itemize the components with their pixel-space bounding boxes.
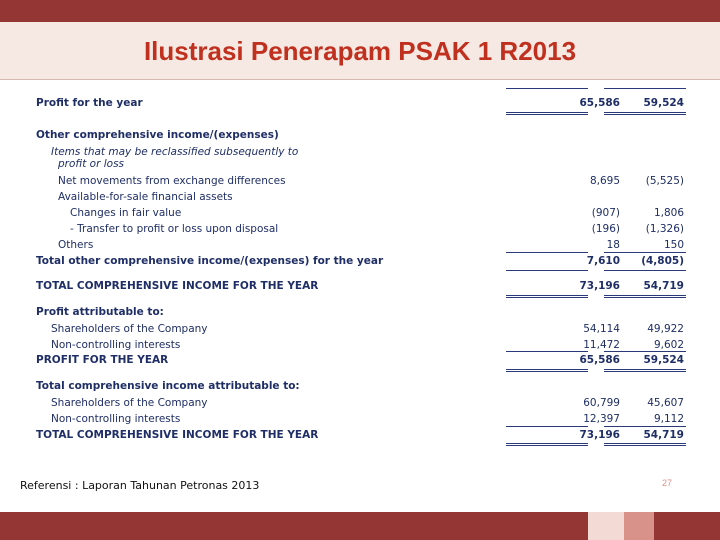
rule bbox=[506, 445, 588, 446]
rule bbox=[506, 112, 588, 113]
rule bbox=[506, 252, 588, 253]
financial-statement bbox=[36, 86, 688, 446]
row-total-comprehensive-income bbox=[36, 279, 688, 293]
row-nci-profit bbox=[36, 338, 688, 352]
row-label: Items that may be reclassified subsequently to bbox=[51, 146, 299, 158]
row-shareholders-tci bbox=[36, 396, 688, 410]
row-transfer-disposal bbox=[36, 222, 688, 236]
value-2013: 18 bbox=[606, 239, 620, 251]
reference-note: Referensi : Laporan Tahunan Petronas 2013 bbox=[20, 479, 260, 492]
rule bbox=[506, 114, 588, 115]
row-label: Total comprehensive income attributable to: bbox=[36, 380, 300, 392]
row-total-oci bbox=[36, 254, 688, 268]
rule bbox=[604, 114, 686, 115]
rule bbox=[506, 270, 588, 271]
value-2012: 59,524 bbox=[643, 354, 684, 366]
value-2013: (196) bbox=[591, 223, 620, 235]
rule bbox=[604, 297, 686, 298]
rule bbox=[604, 369, 686, 370]
rule bbox=[604, 295, 686, 296]
title-divider bbox=[0, 79, 720, 80]
row-label: Non-controlling interests bbox=[51, 413, 181, 425]
row-shareholders-profit bbox=[36, 322, 688, 336]
row-label: Other comprehensive income/(expenses) bbox=[36, 129, 279, 141]
row-label: TOTAL COMPREHENSIVE INCOME FOR THE YEAR bbox=[36, 429, 319, 441]
row-afs-heading bbox=[36, 190, 688, 204]
row-others bbox=[36, 238, 688, 252]
rule bbox=[506, 369, 588, 370]
footer-block-medium bbox=[624, 512, 654, 540]
row-label: PROFIT FOR THE YEAR bbox=[36, 354, 169, 366]
row-label: Available-for-sale financial assets bbox=[58, 191, 233, 203]
value-2012: (4,805) bbox=[641, 255, 684, 267]
rule bbox=[604, 445, 686, 446]
row-label: Shareholders of the Company bbox=[51, 323, 208, 335]
value-2013: 8,695 bbox=[589, 175, 620, 187]
footer-block-dark bbox=[0, 512, 588, 540]
value-2012: 9,602 bbox=[653, 339, 684, 351]
rule bbox=[604, 426, 686, 427]
row-tci-attributable-heading bbox=[36, 379, 688, 393]
row-fair-value bbox=[36, 206, 688, 220]
value-2013: 54,114 bbox=[583, 323, 620, 335]
slide-title: Ilustrasi Penerapam PSAK 1 R2013 bbox=[143, 36, 577, 66]
row-label: Others bbox=[58, 239, 94, 251]
row-oci-heading bbox=[36, 128, 688, 142]
row-label: TOTAL COMPREHENSIVE INCOME FOR THE YEAR bbox=[36, 280, 319, 292]
value-2012: (5,525) bbox=[645, 175, 684, 187]
rule bbox=[506, 351, 588, 352]
row-label: Shareholders of the Company bbox=[51, 397, 208, 409]
rule-top-col1 bbox=[506, 88, 588, 89]
row-profit-year bbox=[36, 96, 688, 110]
row-label: Non-controlling interests bbox=[51, 339, 181, 351]
value-2012: 150 bbox=[663, 239, 684, 251]
footer-block-end bbox=[654, 512, 720, 540]
value-2013: 7,610 bbox=[586, 255, 620, 267]
rule bbox=[604, 443, 686, 444]
row-label: - Transfer to profit or loss upon disposal bbox=[70, 223, 279, 235]
rule bbox=[604, 112, 686, 113]
row-label: Profit for the year bbox=[36, 97, 143, 109]
rule bbox=[506, 295, 588, 296]
value-2013: 73,196 bbox=[579, 429, 620, 441]
row-label: Profit attributable to: bbox=[36, 306, 164, 318]
rule bbox=[604, 270, 686, 271]
value-2012: 1,806 bbox=[653, 207, 684, 219]
value-2013: 65,586 bbox=[579, 354, 620, 366]
value-2012: 49,922 bbox=[647, 323, 684, 335]
value-2013: (907) bbox=[591, 207, 620, 219]
row-reclass-heading-2 bbox=[36, 157, 688, 171]
footer-block-light bbox=[588, 512, 624, 540]
value-2013: 65,586 bbox=[579, 97, 620, 109]
row-exchange-differences bbox=[36, 174, 688, 188]
value-2012: (1,326) bbox=[645, 223, 684, 235]
row-label: Total other comprehensive income/(expenses) for the year bbox=[36, 255, 384, 267]
top-bar bbox=[0, 0, 720, 22]
value-2012: 54,719 bbox=[643, 429, 684, 441]
value-2012: 54,719 bbox=[643, 280, 684, 292]
rule bbox=[506, 443, 588, 444]
row-label: Changes in fair value bbox=[70, 207, 182, 219]
rule bbox=[604, 371, 686, 372]
value-2012: 45,607 bbox=[647, 397, 684, 409]
rule bbox=[604, 252, 686, 253]
row-label: Net movements from exchange differences bbox=[58, 175, 286, 187]
value-2013: 11,472 bbox=[583, 339, 620, 351]
row-profit-for-year-total bbox=[36, 353, 688, 367]
value-2012: 9,112 bbox=[653, 413, 684, 425]
value-2013: 60,799 bbox=[583, 397, 620, 409]
value-2013: 12,397 bbox=[583, 413, 620, 425]
row-tci-total bbox=[36, 428, 688, 442]
page-number: 27 bbox=[662, 478, 673, 488]
rule bbox=[506, 371, 588, 372]
value-2013: 73,196 bbox=[579, 280, 620, 292]
rule bbox=[506, 426, 588, 427]
row-profit-attributable-heading bbox=[36, 305, 688, 319]
row-nci-tci bbox=[36, 412, 688, 426]
footer-bar bbox=[0, 512, 720, 540]
rule bbox=[506, 297, 588, 298]
rule-top-col2 bbox=[604, 88, 686, 89]
row-label: profit or loss bbox=[58, 158, 125, 170]
value-2012: 59,524 bbox=[643, 97, 684, 109]
rule bbox=[604, 351, 686, 352]
